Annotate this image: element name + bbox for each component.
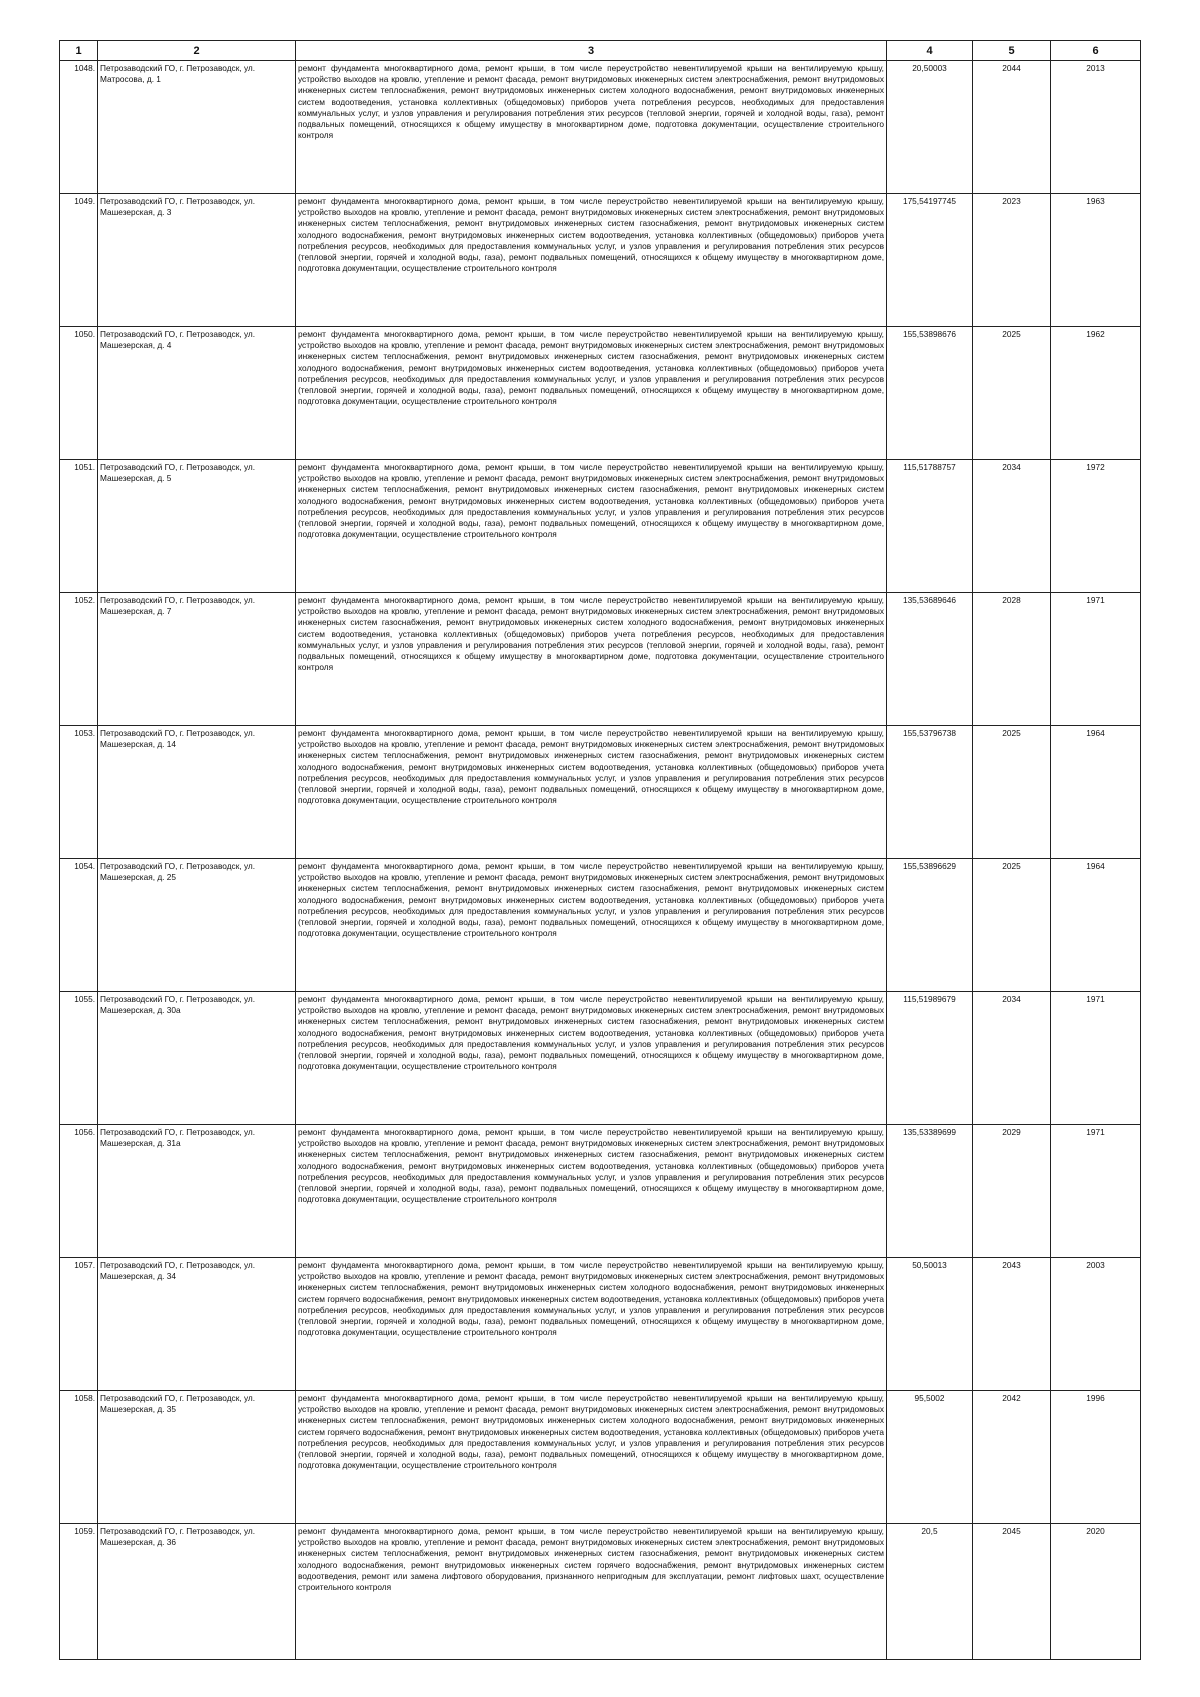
row-year-col6: 1971 — [1051, 593, 1141, 726]
row-value: 155,53898676 — [887, 327, 973, 460]
row-work-description: ремонт фундамента многоквартирного дома, ремонт крыши, в том числе переустройство невентилируемой крыши на вентилируемую крышу, устройство выходов на кровлю, утепление и ремонт фасада, ремонт внутридомовых инженерных систем электроснабжения, ремонт внутридомовых инженерных систем газоснабжения, ремонт внутридомовых инженерных систем холодного водоснабжения, ремонт внутридомовых инженерных систем водоотведения, установка коллективных (общедомовых) приборов учета потребления ресурсов, необходимых для предоставления коммунальных услуг, и узлов управления и регулирования потребления этих ресурсов (тепловой энергии, горячей и холодной воды, газа), ремонт подвальных помещений, относящихся к общему имуществу в многоквартирном доме, подготовка документации, осуществление строительного контроля — [296, 593, 887, 726]
table-row — [60, 1258, 1141, 1391]
row-year-col6: 2003 — [1051, 1258, 1141, 1391]
row-year-col6: 1964 — [1051, 726, 1141, 859]
column-header-3: 3 — [296, 41, 887, 61]
row-number: 1049. — [60, 194, 98, 327]
row-year-col6: 1971 — [1051, 1125, 1141, 1258]
row-year-col5: 2025 — [973, 327, 1051, 460]
row-work-description: ремонт фундамента многоквартирного дома, ремонт крыши, в том числе переустройство невентилируемой крыши на вентилируемую крышу, устройство выходов на кровлю, утепление и ремонт фасада, ремонт внутридомовых инженерных систем электроснабжения, ремонт внутридомовых инженерных систем теплоснабжения, ремонт внутридомовых инженерных систем газоснабжения, ремонт внутридомовых инженерных систем холодного водоснабжения, ремонт внутридомовых инженерных систем горячего водоснабжения, ремонт внутридомовых инженерных систем водоотведения, ремонт или замена лифтового оборудования, признанного непригодным для эксплуатации, ремонт лифтовых шахт, осуществление строительного контроля — [296, 1524, 887, 1660]
table-row — [60, 327, 1141, 460]
column-header-5: 5 — [973, 41, 1051, 61]
row-number: 1053. — [60, 726, 98, 859]
row-year-col5: 2042 — [973, 1391, 1051, 1524]
row-number: 1058. — [60, 1391, 98, 1524]
row-address: Петрозаводский ГО, г. Петрозаводск, ул. Машезерская, д. 36 — [98, 1524, 296, 1660]
table-row — [60, 859, 1141, 992]
column-header-1: 1 — [60, 41, 98, 61]
row-work-description: ремонт фундамента многоквартирного дома, ремонт крыши, в том числе переустройство невентилируемой крыши на вентилируемую крышу, устройство выходов на кровлю, утепление и ремонт фасада, ремонт внутридомовых инженерных систем электроснабжения, ремонт внутридомовых инженерных систем теплоснабжения, ремонт внутридомовых инженерных систем холодного водоснабжения, ремонт внутридомовых инженерных систем горячего водоснабжения, ремонт внутридомовых инженерных систем водоотведения, установка коллективных (общедомовых) приборов учета потребления ресурсов, необходимых для предоставления коммунальных услуг, и узлов управления и регулирования потребления этих ресурсов (тепловой энергии, горячей и холодной воды, газа), ремонт подвальных помещений, относящихся к общему имуществу в многоквартирном доме, подготовка документации, осуществление строительного контроля — [296, 1258, 887, 1391]
table-row — [60, 194, 1141, 327]
table-row — [60, 1391, 1141, 1524]
table-row — [60, 726, 1141, 859]
row-number: 1059. — [60, 1524, 98, 1660]
row-value: 20,5 — [887, 1524, 973, 1660]
row-work-description: ремонт фундамента многоквартирного дома, ремонт крыши, в том числе переустройство невентилируемой крыши на вентилируемую крышу, устройство выходов на кровлю, утепление и ремонт фасада, ремонт внутридомовых инженерных систем электроснабжения, ремонт внутридомовых инженерных систем теплоснабжения, ремонт внутридомовых инженерных систем газоснабжения, ремонт внутридомовых инженерных систем холодного водоснабжения, ремонт внутридомовых инженерных систем водоотведения, установка коллективных (общедомовых) приборов учета потребления ресурсов, необходимых для предоставления коммунальных услуг, и узлов управления и регулирования потребления этих ресурсов (тепловой энергии, горячей и холодной воды, газа), ремонт подвальных помещений, относящихся к общему имуществу в многоквартирном доме, подготовка документации, осуществление строительного контроля — [296, 327, 887, 460]
row-value: 135,53389699 — [887, 1125, 973, 1258]
row-value: 115,51989679 — [887, 992, 973, 1125]
row-address: Петрозаводский ГО, г. Петрозаводск, ул. Машезерская, д. 34 — [98, 1258, 296, 1391]
table-row — [60, 61, 1141, 194]
row-work-description: ремонт фундамента многоквартирного дома, ремонт крыши, в том числе переустройство невентилируемой крыши на вентилируемую крышу, устройство выходов на кровлю, утепление и ремонт фасада, ремонт внутридомовых инженерных систем электроснабжения, ремонт внутридомовых инженерных систем теплоснабжения, ремонт внутридомовых инженерных систем газоснабжения, ремонт внутридомовых инженерных систем холодного водоснабжения, ремонт внутридомовых инженерных систем водоотведения, установка коллективных (общедомовых) приборов учета потребления ресурсов, необходимых для предоставления коммунальных услуг, и узлов управления и регулирования потребления этих ресурсов (тепловой энергии, горячей и холодной воды, газа), ремонт подвальных помещений, относящихся к общему имуществу в многоквартирном доме, подготовка документации, осуществление строительного контроля — [296, 460, 887, 593]
table-row — [60, 460, 1141, 593]
row-address: Петрозаводский ГО, г. Петрозаводск, ул. Машезерская, д. 5 — [98, 460, 296, 593]
row-year-col5: 2043 — [973, 1258, 1051, 1391]
row-year-col6: 1971 — [1051, 992, 1141, 1125]
row-year-col6: 2020 — [1051, 1524, 1141, 1660]
row-year-col6: 1972 — [1051, 460, 1141, 593]
row-address: Петрозаводский ГО, г. Петрозаводск, ул. Машезерская, д. 25 — [98, 859, 296, 992]
row-value: 115,51788757 — [887, 460, 973, 593]
row-address: Петрозаводский ГО, г. Петрозаводск, ул. Машезерская, д. 7 — [98, 593, 296, 726]
row-year-col5: 2023 — [973, 194, 1051, 327]
row-number: 1054. — [60, 859, 98, 992]
table-row — [60, 1524, 1141, 1660]
row-work-description: ремонт фундамента многоквартирного дома, ремонт крыши, в том числе переустройство невентилируемой крыши на вентилируемую крышу, устройство выходов на кровлю, утепление и ремонт фасада, ремонт внутридомовых инженерных систем электроснабжения, ремонт внутридомовых инженерных систем теплоснабжения, ремонт внутридомовых инженерных систем газоснабжения, ремонт внутридомовых инженерных систем холодного водоснабжения, ремонт внутридомовых инженерных систем водоотведения, установка коллективных (общедомовых) приборов учета потребления ресурсов, необходимых для предоставления коммунальных услуг, и узлов управления и регулирования потребления этих ресурсов (тепловой энергии, горячей и холодной воды, газа), ремонт подвальных помещений, относящихся к общему имуществу в многоквартирном доме, подготовка документации, осуществление строительного контроля — [296, 726, 887, 859]
row-address: Петрозаводский ГО, г. Петрозаводск, ул. Машезерская, д. 31а — [98, 1125, 296, 1258]
row-value: 155,53896629 — [887, 859, 973, 992]
column-header-6: 6 — [1051, 41, 1141, 61]
row-address: Петрозаводский ГО, г. Петрозаводск, ул. Матросова, д. 1 — [98, 61, 296, 194]
row-address: Петрозаводский ГО, г. Петрозаводск, ул. Машезерская, д. 35 — [98, 1391, 296, 1524]
row-work-description: ремонт фундамента многоквартирного дома, ремонт крыши, в том числе переустройство невентилируемой крыши на вентилируемую крышу, устройство выходов на кровлю, утепление и ремонт фасада, ремонт внутридомовых инженерных систем электроснабжения, ремонт внутридомовых инженерных систем теплоснабжения, ремонт внутридомовых инженерных систем газоснабжения, ремонт внутридомовых инженерных систем холодного водоснабжения, ремонт внутридомовых инженерных систем водоотведения, установка коллективных (общедомовых) приборов учета потребления ресурсов, необходимых для предоставления коммунальных услуг, и узлов управления и регулирования потребления этих ресурсов (тепловой энергии, горячей и холодной воды, газа), ремонт подвальных помещений, относящихся к общему имуществу в многоквартирном доме, подготовка документации, осуществление строительного контроля — [296, 194, 887, 327]
table-row — [60, 992, 1141, 1125]
row-year-col5: 2034 — [973, 460, 1051, 593]
row-year-col5: 2028 — [973, 593, 1051, 726]
row-year-col5: 2029 — [973, 1125, 1051, 1258]
row-value: 155,53796738 — [887, 726, 973, 859]
row-work-description: ремонт фундамента многоквартирного дома, ремонт крыши, в том числе переустройство невентилируемой крыши на вентилируемую крышу, устройство выходов на кровлю, утепление и ремонт фасада, ремонт внутридомовых инженерных систем электроснабжения, ремонт внутридомовых инженерных систем теплоснабжения, ремонт внутридомовых инженерных систем холодного водоснабжения, ремонт внутридомовых инженерных систем горячего водоснабжения, ремонт внутридомовых инженерных систем водоотведения, установка коллективных (общедомовых) приборов учета потребления ресурсов, необходимых для предоставления коммунальных услуг, и узлов управления и регулирования потребления этих ресурсов (тепловой энергии, горячей и холодной воды, газа), ремонт подвальных помещений, относящихся к общему имуществу в многоквартирном доме, подготовка документации, осуществление строительного контроля — [296, 1391, 887, 1524]
row-year-col6: 1963 — [1051, 194, 1141, 327]
row-value: 175,54197745 — [887, 194, 973, 327]
table-row — [60, 1125, 1141, 1258]
row-address: Петрозаводский ГО, г. Петрозаводск, ул. Машезерская, д. 30а — [98, 992, 296, 1125]
row-number: 1052. — [60, 593, 98, 726]
row-year-col6: 2013 — [1051, 61, 1141, 194]
row-value: 95,5002 — [887, 1391, 973, 1524]
row-number: 1048. — [60, 61, 98, 194]
row-year-col6: 1964 — [1051, 859, 1141, 992]
row-number: 1055. — [60, 992, 98, 1125]
row-number: 1057. — [60, 1258, 98, 1391]
row-address: Петрозаводский ГО, г. Петрозаводск, ул. Машезерская, д. 4 — [98, 327, 296, 460]
row-year-col5: 2025 — [973, 726, 1051, 859]
row-work-description: ремонт фундамента многоквартирного дома, ремонт крыши, в том числе переустройство невентилируемой крыши на вентилируемую крышу, устройство выходов на кровлю, утепление и ремонт фасада, ремонт внутридомовых инженерных систем электроснабжения, ремонт внутридомовых инженерных систем теплоснабжения, ремонт внутридомовых инженерных систем газоснабжения, ремонт внутридомовых инженерных систем холодного водоснабжения, ремонт внутридомовых инженерных систем водоотведения, установка коллективных (общедомовых) приборов учета потребления ресурсов, необходимых для предоставления коммунальных услуг, и узлов управления и регулирования потребления этих ресурсов (тепловой энергии, горячей и холодной воды, газа), ремонт подвальных помещений, относящихся к общему имуществу в многоквартирном доме, подготовка документации, осуществление строительного контроля — [296, 1125, 887, 1258]
row-value: 135,53689646 — [887, 593, 973, 726]
capital-repair-table — [59, 40, 1141, 1660]
row-year-col5: 2044 — [973, 61, 1051, 194]
row-year-col6: 1962 — [1051, 327, 1141, 460]
row-year-col6: 1996 — [1051, 1391, 1141, 1524]
row-work-description: ремонт фундамента многоквартирного дома, ремонт крыши, в том числе переустройство невентилируемой крыши на вентилируемую крышу, устройство выходов на кровлю, утепление и ремонт фасада, ремонт внутридомовых инженерных систем электроснабжения, ремонт внутридомовых инженерных систем теплоснабжения, ремонт внутридомовых инженерных систем холодного водоснабжения, ремонт внутридомовых инженерных систем водоотведения, установка коллективных (общедомовых) приборов учета потребления ресурсов, необходимых для предоставления коммунальных услуг, и узлов управления и регулирования потребления этих ресурсов (тепловой энергии, горячей и холодной воды, газа), ремонт подвальных помещений, относящихся к общему имуществу в многоквартирном доме, подготовка документации, осуществление строительного контроля — [296, 61, 887, 194]
row-address: Петрозаводский ГО, г. Петрозаводск, ул. Машезерская, д. 3 — [98, 194, 296, 327]
row-year-col5: 2034 — [973, 992, 1051, 1125]
header-row — [60, 41, 1141, 61]
column-header-4: 4 — [887, 41, 973, 61]
row-number: 1056. — [60, 1125, 98, 1258]
row-year-col5: 2045 — [973, 1524, 1051, 1660]
row-number: 1051. — [60, 460, 98, 593]
table-row — [60, 593, 1141, 726]
row-value: 20,50003 — [887, 61, 973, 194]
row-number: 1050. — [60, 327, 98, 460]
row-year-col5: 2025 — [973, 859, 1051, 992]
row-work-description: ремонт фундамента многоквартирного дома, ремонт крыши, в том числе переустройство невентилируемой крыши на вентилируемую крышу, устройство выходов на кровлю, утепление и ремонт фасада, ремонт внутридомовых инженерных систем электроснабжения, ремонт внутридомовых инженерных систем теплоснабжения, ремонт внутридомовых инженерных систем газоснабжения, ремонт внутридомовых инженерных систем холодного водоснабжения, ремонт внутридомовых инженерных систем водоотведения, установка коллективных (общедомовых) приборов учета потребления ресурсов, необходимых для предоставления коммунальных услуг, и узлов управления и регулирования потребления этих ресурсов (тепловой энергии, горячей и холодной воды, газа), ремонт подвальных помещений, относящихся к общему имуществу в многоквартирном доме, подготовка документации, осуществление строительного контроля — [296, 859, 887, 992]
row-work-description: ремонт фундамента многоквартирного дома, ремонт крыши, в том числе переустройство невентилируемой крыши на вентилируемую крышу, устройство выходов на кровлю, утепление и ремонт фасада, ремонт внутридомовых инженерных систем электроснабжения, ремонт внутридомовых инженерных систем теплоснабжения, ремонт внутридомовых инженерных систем газоснабжения, ремонт внутридомовых инженерных систем холодного водоснабжения, ремонт внутридомовых инженерных систем водоотведения, установка коллективных (общедомовых) приборов учета потребления ресурсов, необходимых для предоставления коммунальных услуг, и узлов управления и регулирования потребления этих ресурсов (тепловой энергии, горячей и холодной воды, газа), ремонт подвальных помещений, относящихся к общему имуществу в многоквартирном доме, подготовка документации, осуществление строительного контроля — [296, 992, 887, 1125]
column-header-2: 2 — [98, 41, 296, 61]
row-value: 50,50013 — [887, 1258, 973, 1391]
row-address: Петрозаводский ГО, г. Петрозаводск, ул. Машезерская, д. 14 — [98, 726, 296, 859]
